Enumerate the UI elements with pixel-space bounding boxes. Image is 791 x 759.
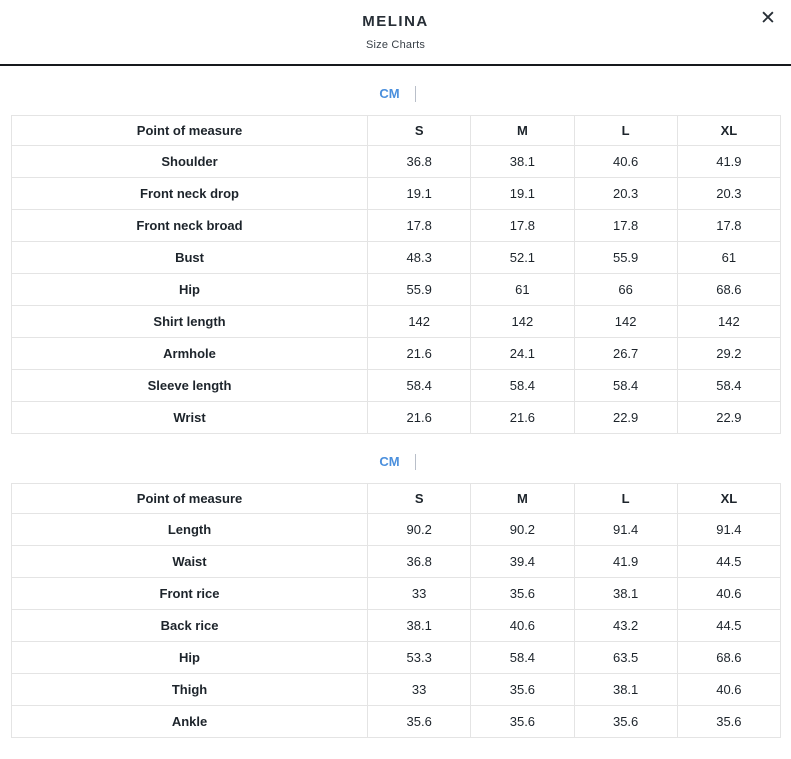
measure-value: 44.5 (677, 610, 780, 642)
measure-value: 68.6 (677, 642, 780, 674)
measure-value: 63.5 (574, 642, 677, 674)
measure-label: Back rice (12, 610, 368, 642)
measure-value: 35.6 (677, 706, 780, 738)
unit-selector (0, 453, 791, 470)
measure-value: 26.7 (574, 338, 677, 370)
measure-value: 38.1 (368, 610, 471, 642)
measure-label: Front neck drop (12, 178, 368, 210)
measure-value: 142 (574, 306, 677, 338)
measure-value: 91.4 (677, 514, 780, 546)
close-icon[interactable]: ✕ (756, 7, 780, 31)
measure-value: 19.1 (368, 178, 471, 210)
size-chart-section-top (0, 85, 791, 434)
measure-label: Waist (12, 546, 368, 578)
measure-value: 48.3 (368, 242, 471, 274)
measure-value: 29.2 (677, 338, 780, 370)
measure-label: Length (12, 514, 368, 546)
table-row (12, 578, 781, 610)
measure-value: 38.1 (471, 146, 574, 178)
column-header: Point of measure (12, 116, 368, 146)
column-header: M (471, 116, 574, 146)
measure-label: Ankle (12, 706, 368, 738)
measure-value: 17.8 (677, 210, 780, 242)
measure-value: 38.1 (574, 578, 677, 610)
measure-value: 17.8 (471, 210, 574, 242)
unit-cm-tab[interactable]: CM (379, 86, 400, 101)
measure-value: 61 (471, 274, 574, 306)
measure-value: 40.6 (574, 146, 677, 178)
table-header-row (12, 116, 781, 146)
measure-value: 21.6 (471, 402, 574, 434)
measure-value: 35.6 (471, 706, 574, 738)
measure-value: 35.6 (471, 674, 574, 706)
table-row (12, 306, 781, 338)
table-row (12, 338, 781, 370)
measure-value: 40.6 (677, 674, 780, 706)
table-row (12, 146, 781, 178)
measure-label: Armhole (12, 338, 368, 370)
measure-value: 39.4 (471, 546, 574, 578)
measure-label: Shirt length (12, 306, 368, 338)
column-header: S (368, 484, 471, 514)
unit-divider (415, 454, 416, 470)
modal-title: MELINA (362, 13, 429, 30)
size-chart-table-top (11, 115, 781, 434)
measure-value: 36.8 (368, 146, 471, 178)
measure-value: 22.9 (677, 402, 780, 434)
measure-value: 41.9 (677, 146, 780, 178)
measure-value: 58.4 (574, 370, 677, 402)
measure-value: 17.8 (368, 210, 471, 242)
table-row (12, 706, 781, 738)
size-chart-table-bottom (11, 483, 781, 738)
table-row (12, 546, 781, 578)
measure-value: 52.1 (471, 242, 574, 274)
measure-value: 38.1 (574, 674, 677, 706)
measure-value: 19.1 (471, 178, 574, 210)
measure-value: 17.8 (574, 210, 677, 242)
measure-value: 55.9 (574, 242, 677, 274)
measure-value: 35.6 (368, 706, 471, 738)
measure-value: 35.6 (471, 578, 574, 610)
column-header: M (471, 484, 574, 514)
measure-label: Hip (12, 274, 368, 306)
table-row (12, 642, 781, 674)
column-header: Point of measure (12, 484, 368, 514)
unit-selector (0, 85, 791, 102)
measure-value: 33 (368, 674, 471, 706)
measure-value: 142 (471, 306, 574, 338)
measure-label: Thigh (12, 674, 368, 706)
measure-label: Wrist (12, 402, 368, 434)
measure-value: 61 (677, 242, 780, 274)
measure-value: 66 (574, 274, 677, 306)
measure-value: 43.2 (574, 610, 677, 642)
table-row (12, 514, 781, 546)
modal-header (0, 0, 791, 66)
measure-value: 58.4 (471, 642, 574, 674)
column-header: XL (677, 116, 780, 146)
measure-value: 90.2 (368, 514, 471, 546)
measure-label: Sleeve length (12, 370, 368, 402)
table-row (12, 178, 781, 210)
measure-label: Front neck broad (12, 210, 368, 242)
column-header: S (368, 116, 471, 146)
measure-value: 91.4 (574, 514, 677, 546)
measure-value: 20.3 (574, 178, 677, 210)
measure-value: 41.9 (574, 546, 677, 578)
table-row (12, 274, 781, 306)
measure-value: 142 (368, 306, 471, 338)
measure-value: 58.4 (677, 370, 780, 402)
measure-value: 142 (677, 306, 780, 338)
measure-value: 33 (368, 578, 471, 610)
table-row (12, 610, 781, 642)
size-chart-section-bottom (0, 453, 791, 738)
table-row (12, 210, 781, 242)
modal-subtitle: Size Charts (365, 39, 426, 51)
column-header: L (574, 484, 677, 514)
column-header: XL (677, 484, 780, 514)
unit-cm-tab[interactable]: CM (379, 454, 400, 469)
table-row (12, 370, 781, 402)
table-row (12, 402, 781, 434)
measure-label: Bust (12, 242, 368, 274)
measure-value: 90.2 (471, 514, 574, 546)
measure-value: 53.3 (368, 642, 471, 674)
measure-value: 40.6 (471, 610, 574, 642)
measure-value: 44.5 (677, 546, 780, 578)
measure-value: 40.6 (677, 578, 780, 610)
measure-value: 36.8 (368, 546, 471, 578)
measure-value: 58.4 (368, 370, 471, 402)
measure-value: 22.9 (574, 402, 677, 434)
measure-label: Front rice (12, 578, 368, 610)
measure-value: 21.6 (368, 338, 471, 370)
measure-value: 35.6 (574, 706, 677, 738)
measure-value: 24.1 (471, 338, 574, 370)
unit-divider (415, 86, 416, 102)
table-row (12, 674, 781, 706)
measure-value: 20.3 (677, 178, 780, 210)
measure-value: 58.4 (471, 370, 574, 402)
table-row (12, 242, 781, 274)
table-header-row (12, 484, 781, 514)
measure-label: Shoulder (12, 146, 368, 178)
measure-value: 55.9 (368, 274, 471, 306)
column-header: L (574, 116, 677, 146)
measure-label: Hip (12, 642, 368, 674)
measure-value: 21.6 (368, 402, 471, 434)
measure-value: 68.6 (677, 274, 780, 306)
